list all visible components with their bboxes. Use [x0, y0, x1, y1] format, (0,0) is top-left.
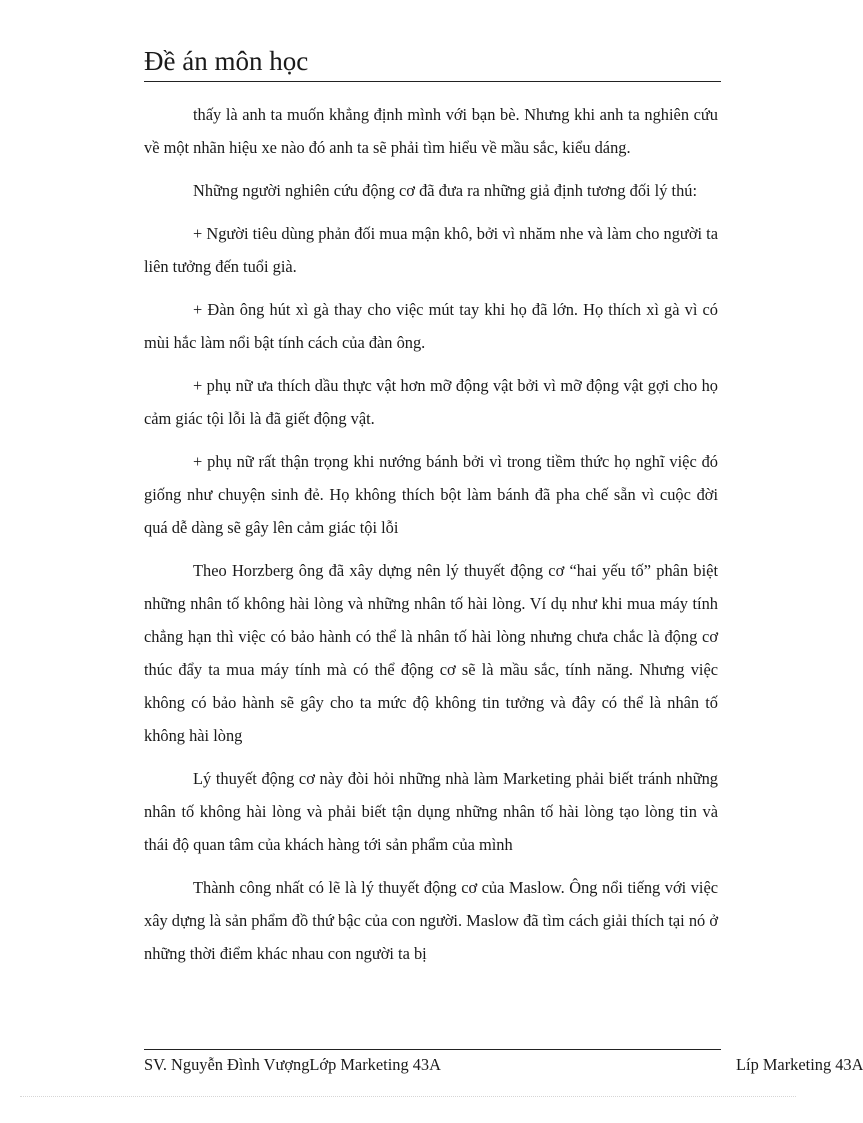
footer-author-class: SV. Nguyễn Đình VượngLớp Marketing 43A: [144, 1055, 441, 1074]
paragraph: + Người tiêu dùng phản đối mua mận khô, bởi vì nhăm nhe và làm cho người ta liên tưởng đến tuổi già.: [144, 224, 718, 276]
paragraph: thấy là anh ta muốn khẳng định mình với bạn bè. Nhưng khi anh ta nghiên cứu về một nhãn hiệu xe nào đó anh ta sẽ phải tìm hiểu về mầu sắc, kiểu dáng.: [144, 105, 718, 157]
paragraph: Thành công nhất có lẽ là lý thuyết động cơ của Maslow. Ông nổi tiếng với việc xây dựng là sản phẩm đồ thứ bậc của con người. Maslow đã tìm cách giải thích tại nó ở những thời điểm khác nhau con người ta bị: [144, 878, 718, 963]
paragraph: Theo Horzberg ông đã xây dựng nên lý thuyết động cơ “hai yếu tố” phân biệt những nhân tố không hài lòng và những nhân tố hài lòng. Ví dụ như khi mua máy tính chẳng hạn thì việc có bảo hành có thể là nhân tố hài lòng nhưng chưa chắc là động cơ thúc đẩy ta mua máy tính mà có thể động cơ sẽ là mầu sắc, tính năng. Nhưng việc không có bảo hành sẽ gây cho ta mức độ không tin tưởng và đây có thể là nhân tố không hài lòng: [144, 561, 718, 745]
header-divider: [144, 81, 721, 82]
page-bottom-border: [20, 1096, 796, 1097]
paragraph: Những người nghiên cứu động cơ đã đưa ra những giả định tương đối lý thú:: [193, 181, 698, 200]
page-header-title: Đề án môn học: [144, 46, 309, 76]
footer-divider: [144, 1049, 721, 1050]
paragraph: + Đàn ông hút xì gà thay cho việc mút tay khi họ đã lớn. Họ thích xì gà vì có mùi hắc làm nổi bật tính cách của đàn ông.: [144, 300, 718, 352]
footer-class-overflow: Líp Marketing 43A: [736, 1055, 863, 1074]
paragraph: + phụ nữ rất thận trọng khi nướng bánh bởi vì trong tiềm thức họ nghĩ việc đó giống như chuyện sinh đẻ. Họ không thích bột làm bánh đã pha chế sẵn vì cuộc đời quá dễ dàng sẽ gây lên cảm giác tội lỗi: [144, 452, 718, 537]
paragraph: + phụ nữ ưa thích dầu thực vật hơn mỡ động vật bởi vì mỡ động vật gợi cho họ cảm giác tội lỗi là đã giết động vật.: [144, 376, 718, 428]
document-body: [144, 98, 718, 980]
paragraph: Lý thuyết động cơ này đòi hỏi những nhà làm Marketing phải biết tránh những nhân tố không hài lòng và phải biết tận dụng những nhân tố hài lòng tạo lòng tin và thái độ quan tâm của khách hàng tới sản phẩm của mình: [144, 769, 718, 854]
